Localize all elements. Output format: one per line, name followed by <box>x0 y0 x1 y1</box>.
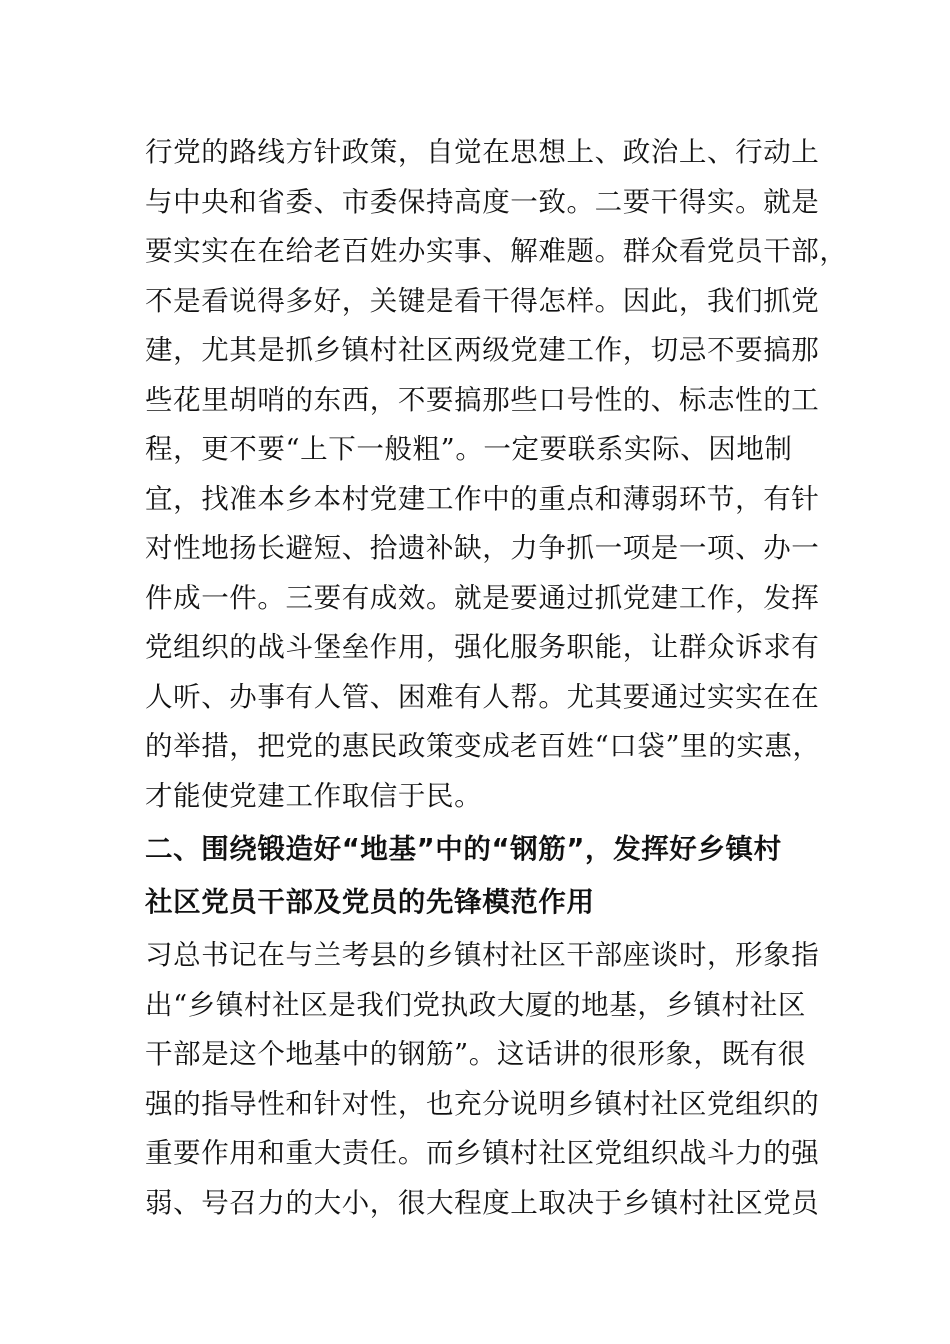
text-line: 程，更不要“上下一般粗”。一定要联系实际、因地制 <box>145 433 793 465</box>
text-line: 习总书记在与兰考县的乡镇村社区干部座谈时，形象指 <box>145 939 820 971</box>
text-line: 行党的路线方针政策，自觉在思想上、政治上、行动上 <box>145 136 820 168</box>
text-line: 对性地扬长避短、拾遗补缺，力争抓一项是一项、办一 <box>145 532 820 564</box>
heading-line: 社区党员干部及党员的先锋模范作用 <box>145 886 595 918</box>
text-line: 干部是这个地基中的钢筋”。这话讲的很形象，既有很 <box>145 1038 806 1070</box>
text-line: 件成一件。三要有成效。就是要通过抓党建工作，发挥 <box>145 581 820 614</box>
text-line: 与中央和省委、市委保持高度一致。二要干得实。就是 <box>145 185 820 218</box>
text-line: 不是看说得多好，关键是看干得怎样。因此，我们抓党 <box>145 284 820 317</box>
text-line: 些花里胡哨的东西，不要搞那些口号性的、标志性的工 <box>145 383 820 416</box>
text-line: 重要作用和重大责任。而乡镇村社区党组织战斗力的强 <box>145 1137 820 1169</box>
text-line: 出“乡镇村社区是我们党执政大厦的地基，乡镇村社区 <box>145 988 806 1021</box>
text-line: 要实实在在给老百姓办实事、解难题。群众看党员干部， <box>145 235 848 267</box>
text-line: 的举措，把党的惠民政策变成老百姓“口袋”里的实惠， <box>145 730 821 762</box>
text-line: 才能使党建工作取信于民。 <box>145 779 483 812</box>
heading-line: 二、围绕锻造好“地基”中的“钢筋”，发挥好乡镇村 <box>145 833 782 865</box>
text-line: 建，尤其是抓乡镇村社区两级党建工作，切忌不要搞那 <box>145 334 820 366</box>
text-line: 人听、办事有人管、困难有人帮。尤其要通过实实在在 <box>145 680 820 713</box>
body-paragraph-1 <box>145 128 848 821</box>
body-paragraph-2 <box>145 931 820 1228</box>
text-line: 弱、号召力的大小，很大程度上取决于乡镇村社区党员 <box>145 1186 820 1219</box>
text-line: 党组织的战斗堡垒作用，强化服务职能，让群众诉求有 <box>145 631 820 663</box>
document-page <box>145 128 848 1228</box>
section-heading <box>145 823 805 929</box>
text-line: 强的指导性和针对性，也充分说明乡镇村社区党组织的 <box>145 1087 820 1120</box>
text-line: 宜，找准本乡本村党建工作中的重点和薄弱环节，有针 <box>145 482 820 515</box>
